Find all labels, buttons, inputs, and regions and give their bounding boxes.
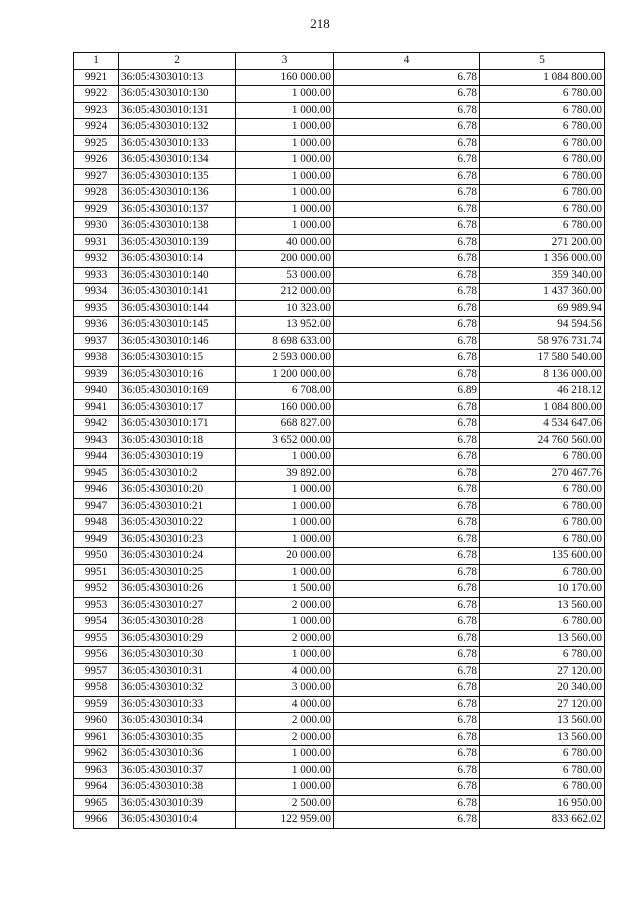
rate-cell: 6.78 <box>334 564 480 581</box>
rate-cell: 6.78 <box>334 234 480 251</box>
rate-cell: 6.78 <box>334 201 480 218</box>
table-row <box>74 746 605 763</box>
rate-cell: 6.78 <box>334 465 480 482</box>
area-cell: 1 000.00 <box>236 498 334 515</box>
table-row <box>74 680 605 697</box>
row-number-cell: 9949 <box>74 531 119 548</box>
cadastral-number-cell: 36:05:4303010:171 <box>119 416 236 433</box>
rate-cell: 6.78 <box>334 597 480 614</box>
table-row <box>74 416 605 433</box>
table-row <box>74 795 605 812</box>
area-cell: 1 000.00 <box>236 762 334 779</box>
value-cell: 13 560.00 <box>480 597 605 614</box>
area-cell: 8 698 633.00 <box>236 333 334 350</box>
area-cell: 20 000.00 <box>236 548 334 565</box>
table-row <box>74 564 605 581</box>
value-cell: 6 780.00 <box>480 168 605 185</box>
value-cell: 8 136 000.00 <box>480 366 605 383</box>
row-number-cell: 9954 <box>74 614 119 631</box>
row-number-cell: 9956 <box>74 647 119 664</box>
table-row <box>74 449 605 466</box>
table-row <box>74 317 605 334</box>
data-table <box>73 52 605 829</box>
value-cell: 6 780.00 <box>480 482 605 499</box>
rate-cell: 6.78 <box>334 630 480 647</box>
table-row <box>74 548 605 565</box>
area-cell: 1 000.00 <box>236 779 334 796</box>
rate-cell: 6.78 <box>334 663 480 680</box>
area-cell: 6 708.00 <box>236 383 334 400</box>
cadastral-number-cell: 36:05:4303010:132 <box>119 119 236 136</box>
area-cell: 2 593 000.00 <box>236 350 334 367</box>
table-row <box>74 696 605 713</box>
row-number-cell: 9939 <box>74 366 119 383</box>
row-number-cell: 9959 <box>74 696 119 713</box>
value-cell: 6 780.00 <box>480 119 605 136</box>
cadastral-number-cell: 36:05:4303010:20 <box>119 482 236 499</box>
table-row <box>74 218 605 235</box>
cadastral-number-cell: 36:05:4303010:133 <box>119 135 236 152</box>
cadastral-number-cell: 36:05:4303010:2 <box>119 465 236 482</box>
rate-cell: 6.78 <box>334 69 480 86</box>
value-cell: 6 780.00 <box>480 86 605 103</box>
area-cell: 1 000.00 <box>236 614 334 631</box>
cadastral-number-cell: 36:05:4303010:34 <box>119 713 236 730</box>
area-cell: 3 652 000.00 <box>236 432 334 449</box>
table-header-row <box>74 53 605 70</box>
area-cell: 1 200 000.00 <box>236 366 334 383</box>
cadastral-number-cell: 36:05:4303010:18 <box>119 432 236 449</box>
cadastral-number-cell: 36:05:4303010:130 <box>119 86 236 103</box>
row-number-cell: 9932 <box>74 251 119 268</box>
row-number-cell: 9922 <box>74 86 119 103</box>
cadastral-number-cell: 36:05:4303010:21 <box>119 498 236 515</box>
area-cell: 668 827.00 <box>236 416 334 433</box>
row-number-cell: 9963 <box>74 762 119 779</box>
area-cell: 1 000.00 <box>236 515 334 532</box>
area-cell: 160 000.00 <box>236 69 334 86</box>
value-cell: 20 340.00 <box>480 680 605 697</box>
value-cell: 271 200.00 <box>480 234 605 251</box>
table-row <box>74 614 605 631</box>
cadastral-number-cell: 36:05:4303010:146 <box>119 333 236 350</box>
value-cell: 6 780.00 <box>480 102 605 119</box>
cadastral-number-cell: 36:05:4303010:131 <box>119 102 236 119</box>
row-number-cell: 9942 <box>74 416 119 433</box>
rate-cell: 6.78 <box>334 531 480 548</box>
row-number-cell: 9951 <box>74 564 119 581</box>
area-cell: 1 000.00 <box>236 201 334 218</box>
table-row <box>74 531 605 548</box>
table-row <box>74 581 605 598</box>
rate-cell: 6.78 <box>334 86 480 103</box>
row-number-cell: 9965 <box>74 795 119 812</box>
area-cell: 1 000.00 <box>236 168 334 185</box>
row-number-cell: 9947 <box>74 498 119 515</box>
row-number-cell: 9953 <box>74 597 119 614</box>
area-cell: 122 959.00 <box>236 812 334 829</box>
area-cell: 10 323.00 <box>236 300 334 317</box>
rate-cell: 6.78 <box>334 333 480 350</box>
area-cell: 1 000.00 <box>236 647 334 664</box>
cadastral-number-cell: 36:05:4303010:145 <box>119 317 236 334</box>
value-cell: 27 120.00 <box>480 696 605 713</box>
value-cell: 4 534 647.06 <box>480 416 605 433</box>
value-cell: 16 950.00 <box>480 795 605 812</box>
row-number-cell: 9960 <box>74 713 119 730</box>
cadastral-number-cell: 36:05:4303010:15 <box>119 350 236 367</box>
table-row <box>74 663 605 680</box>
cadastral-number-cell: 36:05:4303010:17 <box>119 399 236 416</box>
rate-cell: 6.78 <box>334 614 480 631</box>
rate-cell: 6.78 <box>334 185 480 202</box>
cadastral-number-cell: 36:05:4303010:144 <box>119 300 236 317</box>
table-row <box>74 135 605 152</box>
cadastral-number-cell: 36:05:4303010:39 <box>119 795 236 812</box>
row-number-cell: 9945 <box>74 465 119 482</box>
table-row <box>74 812 605 829</box>
table-row <box>74 630 605 647</box>
rate-cell: 6.78 <box>334 647 480 664</box>
rate-cell: 6.78 <box>334 449 480 466</box>
table-row <box>74 119 605 136</box>
value-cell: 1 437 360.00 <box>480 284 605 301</box>
table-row <box>74 432 605 449</box>
cadastral-number-cell: 36:05:4303010:32 <box>119 680 236 697</box>
cadastral-number-cell: 36:05:4303010:138 <box>119 218 236 235</box>
area-cell: 1 000.00 <box>236 185 334 202</box>
table-row <box>74 185 605 202</box>
value-cell: 69 989.94 <box>480 300 605 317</box>
cadastral-number-cell: 36:05:4303010:16 <box>119 366 236 383</box>
row-number-cell: 9961 <box>74 729 119 746</box>
area-cell: 2 000.00 <box>236 597 334 614</box>
area-cell: 3 000.00 <box>236 680 334 697</box>
table-row <box>74 350 605 367</box>
rate-cell: 6.78 <box>334 515 480 532</box>
table-row <box>74 251 605 268</box>
table-row <box>74 300 605 317</box>
row-number-cell: 9925 <box>74 135 119 152</box>
cadastral-number-cell: 36:05:4303010:33 <box>119 696 236 713</box>
rate-cell: 6.78 <box>334 729 480 746</box>
table-row <box>74 465 605 482</box>
area-cell: 1 000.00 <box>236 746 334 763</box>
area-cell: 1 000.00 <box>236 152 334 169</box>
table-row <box>74 597 605 614</box>
rate-cell: 6.78 <box>334 251 480 268</box>
row-number-cell: 9921 <box>74 69 119 86</box>
rate-cell: 6.78 <box>334 168 480 185</box>
column-header-1: 1 <box>74 53 119 70</box>
rate-cell: 6.78 <box>334 317 480 334</box>
value-cell: 6 780.00 <box>480 614 605 631</box>
table-row <box>74 498 605 515</box>
table-row <box>74 399 605 416</box>
row-number-cell: 9934 <box>74 284 119 301</box>
cadastral-number-cell: 36:05:4303010:25 <box>119 564 236 581</box>
area-cell: 1 000.00 <box>236 531 334 548</box>
cadastral-number-cell: 36:05:4303010:24 <box>119 548 236 565</box>
area-cell: 2 000.00 <box>236 630 334 647</box>
value-cell: 6 780.00 <box>480 201 605 218</box>
value-cell: 17 580 540.00 <box>480 350 605 367</box>
value-cell: 13 560.00 <box>480 729 605 746</box>
row-number-cell: 9923 <box>74 102 119 119</box>
row-number-cell: 9964 <box>74 779 119 796</box>
rate-cell: 6.78 <box>334 498 480 515</box>
rate-cell: 6.78 <box>334 267 480 284</box>
value-cell: 6 780.00 <box>480 762 605 779</box>
rate-cell: 6.78 <box>334 135 480 152</box>
row-number-cell: 9946 <box>74 482 119 499</box>
cadastral-number-cell: 36:05:4303010:22 <box>119 515 236 532</box>
cadastral-number-cell: 36:05:4303010:31 <box>119 663 236 680</box>
row-number-cell: 9943 <box>74 432 119 449</box>
column-header-4: 4 <box>334 53 480 70</box>
cadastral-number-cell: 36:05:4303010:14 <box>119 251 236 268</box>
row-number-cell: 9948 <box>74 515 119 532</box>
rate-cell: 6.78 <box>334 119 480 136</box>
value-cell: 6 780.00 <box>480 135 605 152</box>
row-number-cell: 9926 <box>74 152 119 169</box>
area-cell: 1 000.00 <box>236 482 334 499</box>
column-header-2: 2 <box>119 53 236 70</box>
value-cell: 135 600.00 <box>480 548 605 565</box>
rate-cell: 6.78 <box>334 746 480 763</box>
value-cell: 833 662.02 <box>480 812 605 829</box>
cadastral-number-cell: 36:05:4303010:141 <box>119 284 236 301</box>
area-cell: 1 000.00 <box>236 564 334 581</box>
area-cell: 4 000.00 <box>236 696 334 713</box>
rate-cell: 6.78 <box>334 350 480 367</box>
area-cell: 2 000.00 <box>236 713 334 730</box>
area-cell: 39 892.00 <box>236 465 334 482</box>
table-body <box>74 69 605 828</box>
table-row <box>74 152 605 169</box>
value-cell: 270 467.76 <box>480 465 605 482</box>
rate-cell: 6.78 <box>334 713 480 730</box>
row-number-cell: 9957 <box>74 663 119 680</box>
row-number-cell: 9929 <box>74 201 119 218</box>
cadastral-number-cell: 36:05:4303010:28 <box>119 614 236 631</box>
row-number-cell: 9938 <box>74 350 119 367</box>
column-header-3: 3 <box>236 53 334 70</box>
area-cell: 1 000.00 <box>236 449 334 466</box>
value-cell: 6 780.00 <box>480 564 605 581</box>
cadastral-number-cell: 36:05:4303010:13 <box>119 69 236 86</box>
table-row <box>74 515 605 532</box>
value-cell: 6 780.00 <box>480 531 605 548</box>
value-cell: 6 780.00 <box>480 746 605 763</box>
cadastral-number-cell: 36:05:4303010:36 <box>119 746 236 763</box>
value-cell: 10 170.00 <box>480 581 605 598</box>
value-cell: 6 780.00 <box>480 449 605 466</box>
area-cell: 40 000.00 <box>236 234 334 251</box>
rate-cell: 6.78 <box>334 548 480 565</box>
table-row <box>74 713 605 730</box>
value-cell: 46 218.12 <box>480 383 605 400</box>
cadastral-number-cell: 36:05:4303010:29 <box>119 630 236 647</box>
rate-cell: 6.89 <box>334 383 480 400</box>
rate-cell: 6.78 <box>334 779 480 796</box>
value-cell: 58 976 731.74 <box>480 333 605 350</box>
cadastral-number-cell: 36:05:4303010:38 <box>119 779 236 796</box>
area-cell: 13 952.00 <box>236 317 334 334</box>
table-row <box>74 267 605 284</box>
value-cell: 6 780.00 <box>480 647 605 664</box>
cadastral-number-cell: 36:05:4303010:27 <box>119 597 236 614</box>
area-cell: 1 000.00 <box>236 135 334 152</box>
row-number-cell: 9931 <box>74 234 119 251</box>
rate-cell: 6.78 <box>334 482 480 499</box>
row-number-cell: 9955 <box>74 630 119 647</box>
table-row <box>74 779 605 796</box>
row-number-cell: 9952 <box>74 581 119 598</box>
table-row <box>74 86 605 103</box>
rate-cell: 6.78 <box>334 218 480 235</box>
cadastral-number-cell: 36:05:4303010:140 <box>119 267 236 284</box>
row-number-cell: 9966 <box>74 812 119 829</box>
table-row <box>74 482 605 499</box>
area-cell: 212 000.00 <box>236 284 334 301</box>
value-cell: 13 560.00 <box>480 713 605 730</box>
area-cell: 2 000.00 <box>236 729 334 746</box>
rate-cell: 6.78 <box>334 416 480 433</box>
table-row <box>74 333 605 350</box>
value-cell: 6 780.00 <box>480 218 605 235</box>
value-cell: 27 120.00 <box>480 663 605 680</box>
table-row <box>74 102 605 119</box>
cadastral-number-cell: 36:05:4303010:4 <box>119 812 236 829</box>
table-row <box>74 762 605 779</box>
row-number-cell: 9958 <box>74 680 119 697</box>
row-number-cell: 9928 <box>74 185 119 202</box>
rate-cell: 6.78 <box>334 366 480 383</box>
table-row <box>74 729 605 746</box>
value-cell: 94 594.56 <box>480 317 605 334</box>
cadastral-number-cell: 36:05:4303010:37 <box>119 762 236 779</box>
row-number-cell: 9936 <box>74 317 119 334</box>
area-cell: 53 000.00 <box>236 267 334 284</box>
rate-cell: 6.78 <box>334 581 480 598</box>
area-cell: 4 000.00 <box>236 663 334 680</box>
rate-cell: 6.78 <box>334 795 480 812</box>
table-row <box>74 69 605 86</box>
rate-cell: 6.78 <box>334 300 480 317</box>
area-cell: 2 500.00 <box>236 795 334 812</box>
column-header-5: 5 <box>480 53 605 70</box>
table-row <box>74 234 605 251</box>
rate-cell: 6.78 <box>334 102 480 119</box>
value-cell: 13 560.00 <box>480 630 605 647</box>
rate-cell: 6.78 <box>334 762 480 779</box>
table-row <box>74 168 605 185</box>
cadastral-number-cell: 36:05:4303010:136 <box>119 185 236 202</box>
rate-cell: 6.78 <box>334 284 480 301</box>
cadastral-number-cell: 36:05:4303010:139 <box>119 234 236 251</box>
area-cell: 200 000.00 <box>236 251 334 268</box>
value-cell: 6 780.00 <box>480 498 605 515</box>
area-cell: 1 000.00 <box>236 119 334 136</box>
value-cell: 359 340.00 <box>480 267 605 284</box>
value-cell: 6 780.00 <box>480 515 605 532</box>
row-number-cell: 9940 <box>74 383 119 400</box>
rate-cell: 6.78 <box>334 152 480 169</box>
cadastral-number-cell: 36:05:4303010:26 <box>119 581 236 598</box>
rate-cell: 6.78 <box>334 432 480 449</box>
row-number-cell: 9944 <box>74 449 119 466</box>
area-cell: 1 500.00 <box>236 581 334 598</box>
table-row <box>74 383 605 400</box>
row-number-cell: 9941 <box>74 399 119 416</box>
row-number-cell: 9935 <box>74 300 119 317</box>
rate-cell: 6.78 <box>334 812 480 829</box>
row-number-cell: 9933 <box>74 267 119 284</box>
cadastral-number-cell: 36:05:4303010:169 <box>119 383 236 400</box>
cadastral-number-cell: 36:05:4303010:135 <box>119 168 236 185</box>
page-number: 218 <box>310 16 330 31</box>
cadastral-number-cell: 36:05:4303010:30 <box>119 647 236 664</box>
value-cell: 1 084 800.00 <box>480 399 605 416</box>
table-row <box>74 284 605 301</box>
cadastral-number-cell: 36:05:4303010:35 <box>119 729 236 746</box>
cadastral-number-cell: 36:05:4303010:134 <box>119 152 236 169</box>
area-cell: 1 000.00 <box>236 102 334 119</box>
table-row <box>74 647 605 664</box>
row-number-cell: 9937 <box>74 333 119 350</box>
area-cell: 160 000.00 <box>236 399 334 416</box>
value-cell: 6 780.00 <box>480 152 605 169</box>
value-cell: 6 780.00 <box>480 185 605 202</box>
rate-cell: 6.78 <box>334 696 480 713</box>
row-number-cell: 9950 <box>74 548 119 565</box>
cadastral-number-cell: 36:05:4303010:19 <box>119 449 236 466</box>
rate-cell: 6.78 <box>334 680 480 697</box>
rate-cell: 6.78 <box>334 399 480 416</box>
area-cell: 1 000.00 <box>236 218 334 235</box>
cadastral-number-cell: 36:05:4303010:137 <box>119 201 236 218</box>
row-number-cell: 9927 <box>74 168 119 185</box>
value-cell: 6 780.00 <box>480 779 605 796</box>
row-number-cell: 9924 <box>74 119 119 136</box>
value-cell: 1 084 800.00 <box>480 69 605 86</box>
value-cell: 24 760 560.00 <box>480 432 605 449</box>
row-number-cell: 9930 <box>74 218 119 235</box>
row-number-cell: 9962 <box>74 746 119 763</box>
area-cell: 1 000.00 <box>236 86 334 103</box>
value-cell: 1 356 000.00 <box>480 251 605 268</box>
table-row <box>74 201 605 218</box>
cadastral-number-cell: 36:05:4303010:23 <box>119 531 236 548</box>
table-row <box>74 366 605 383</box>
